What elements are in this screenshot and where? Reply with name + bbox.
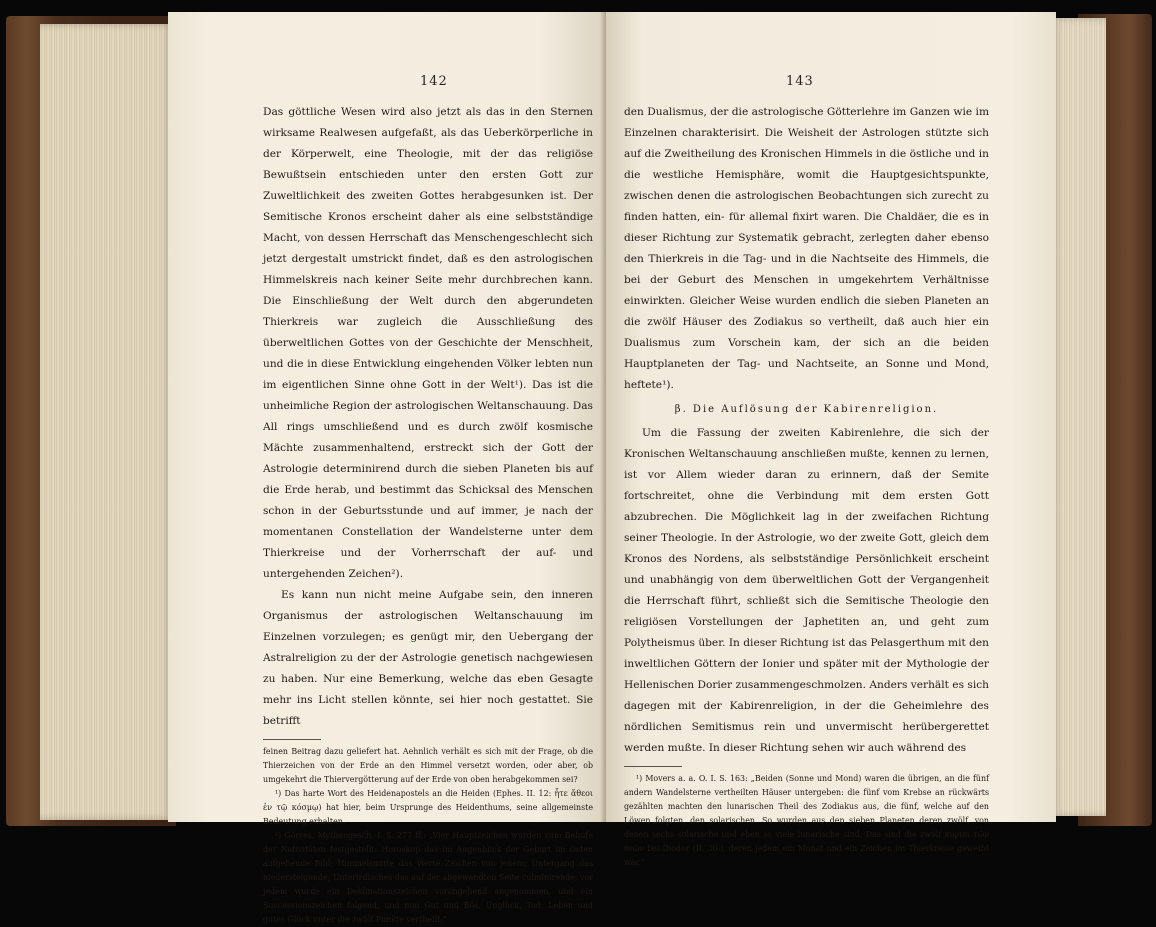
paragraph: den Dualismus, der die astrologische Götterlehre im Ganzen wie im Einzelnen charakterisirt. Die Weisheit der Astrologen stützte sich auf die Zweitheilung des Kronischen Himmels in die östliche und in die westliche Hemisphäre, womit die Hauptgesichtspunkte, zwischen denen die astrologischen Beobachtungen sich zurecht zu finden hatten, ein- für allemal fixirt waren. Die Chaldäer, die es in dieser Richtung zur Systematik gebracht, zerlegten daher ebenso den Thierkreis in die Tag- und in die Nachtseite des Himmels, die bei der Geburt des Menschen in umgekehrtem Verhältnisse einwirkten. Gleicher Weise wurden endlich die sieben Planeten an die zwölf Häuser des Zodiakus so vertheilt, daß auch hier ein Dualismus zum Vorschein kam, der sich an die beiden Hauptplaneten der Tag- und Nachtseite, an Sonne und Mond, heftete¹). bbox=[624, 106, 989, 391]
paragraph: Es kann nun nicht meine Aufgabe sein, den inneren Organismus der astrologischen Weltanschauung im Einzelnen vorzulegen; es genügt mir, den Uebergang der Astralreligion zu der der Astrologie genetisch nachgewiesen zu haben. Nur eine Bemerkung, welche das eben Gesagte mehr ins Licht stellen könnte, sei hier noch gestattet. Sie betrifft bbox=[263, 589, 593, 727]
page-number-right: 143 bbox=[786, 74, 814, 89]
footnotes-left bbox=[263, 745, 593, 927]
page-edges-left bbox=[40, 24, 174, 820]
paragraph: Um die Fassung der zweiten Kabirenlehre, die sich der Kronischen Weltanschauung anschließen mußte, kennen zu lernen, ist vor Allem wieder daran zu erinnern, daß der Semite fortschreitet, ohne die Verbindung mit dem ersten Gott abzubrechen. Die Möglichkeit lag in der zweifachen Richtung seiner Theologie. In der Astrologie, wo der zweite Gott, gleich dem Kronos des Nordens, als selbstständige Persönlichkeit erscheint und unabhängig von dem überweltlichen Gott der Vergangenheit die Herrschaft führt, schließt sich die Semitische Theologie den religiösen Vorstellungen der Japhetiten an, und geht zum Polytheismus über. In dieser Richtung ist das Pelasgerthum mit den inweltlichen Göttern der Ionier und später mit der Mythologie der Hellenischen Dorier zusammengeschmolzen. Anders verhält es sich dagegen mit der Kabirenreligion, in der die Geheimlehre des nördlichen Semitismus rein und unvermischt herübergerettet werden mußte. In dieser Richtung sehen wir auch während des bbox=[624, 427, 989, 754]
right-page-text bbox=[624, 102, 989, 870]
left-page bbox=[168, 12, 606, 924]
page-edges-right bbox=[1050, 18, 1106, 816]
footnote: ¹) Das harte Wort des Heidenapostels an die Heiden (Ephes. II. 12: ἦτε ἄθεοι ἐν τῷ κόσμῳ) hat hier, beim Ursprunge des Heidenthums, seine allgemeinste Bedeutung erhalten. bbox=[263, 789, 593, 826]
footnotes-right bbox=[624, 772, 989, 870]
paragraph: Das göttliche Wesen wird also jetzt als das in den Sternen wirksame Realwesen aufgefaßt, als das Ueberkörperliche in der Körperwelt, eine Theologie, mit der das religiöse Bewußtsein entschieden unter den ersten Gott zur Zuweltlichkeit des zweiten Gottes herabgesunken ist. Der Semitische Kronos erscheint daher als eine selbstständige Macht, von dessen Herrschaft das Menschengeschlecht sich jetzt dergestalt umstrickt findet, daß es den astrologischen Himmelskreis nach keiner Seite mehr durchbrechen kann. Die Einschließung der Welt durch den abgerundeten Thierkreis war zugleich die Ausschließung des überweltlichen Gottes von der Geschichte der Menschheit, und die in diese Entwicklung eingehenden Völker lebten nun im eigentlichen Sinne ohne Gott in der Welt¹). Das ist die unheimliche Region der astrologischen Weltanschauung. Das All rings umschließend und es durch zwölf kosmische Mächte zusammenhaltend, erstreckt sich der Gott der Astrologie determinirend durch die sieben Planeten bis auf die Erde herab, und bestimmt das Schicksal des Menschen schon in der Geburtsstunde und auf immer, je nach der momentanen Constellation der Wandelsterne unter dem Thierkreise und der Vorherrschaft der auf- und untergehenden Zeichen²). bbox=[263, 106, 593, 580]
left-page-text bbox=[263, 102, 593, 927]
footnote-separator bbox=[263, 739, 321, 740]
footnote: ¹) Movers a. a. O. I. S. 163: „Beiden (Sonne und Mond) waren die übrigen, an die fünf andern Wandelsterne vertheilten Häuser untergeben: die fünf vom Krebse an rückwärts gezählten machten den lunarischen Theil des Zodiakus aus, die fünf, welche auf den Löwen folgten, den solarischen. So wurden aus den sieben Planeten deren zwölf, von denen sechs solarische und eben so viele lunarische sind. Das sind die zwölf κύριοι τῶν θεῶν bei Diodor (II. 30.), deren jedem ein Monat und ein Zeichen im Thierkreise geweiht war.“ bbox=[624, 774, 989, 867]
right-page bbox=[606, 12, 1056, 867]
footnote: feinen Beitrag dazu geliefert hat. Aehnlich verhält es sich mit der Frage, ob die Thierzeichen von der Erde an den Himmel versetzt worden, oder aber, ob umgekehrt die Thiervergötterung auf der Erde von oben herabgekommen sei? bbox=[263, 747, 593, 784]
footnote-separator bbox=[624, 766, 682, 767]
page-number-left: 142 bbox=[420, 74, 448, 89]
footnote: ²) Görres, Mythengesch. I. S. 277 ff.: „Vier Hauptzeichen wurden zum Behufe der Nativitäten festgestellt: Horoskop das im Augenblick der Geburt im Osten aufgehende Bild; Himmelsmitte das vierte Zeichen von jenem; Untergang das niedersteigende; Unterirdisches das auf der abgewandten Seite culminirende; vor jedem wurde ein Deklinationszeichen vorangehend angenommen, und ein Successionszeichen folgend, und nun Gut und Bös, Unglück, Tod, Leben und gutes Glück unter die zwölf Punkte vertheilt.“ bbox=[263, 831, 593, 924]
section-heading: β. Die Auflösung der Kabirenreligion. bbox=[674, 404, 939, 415]
